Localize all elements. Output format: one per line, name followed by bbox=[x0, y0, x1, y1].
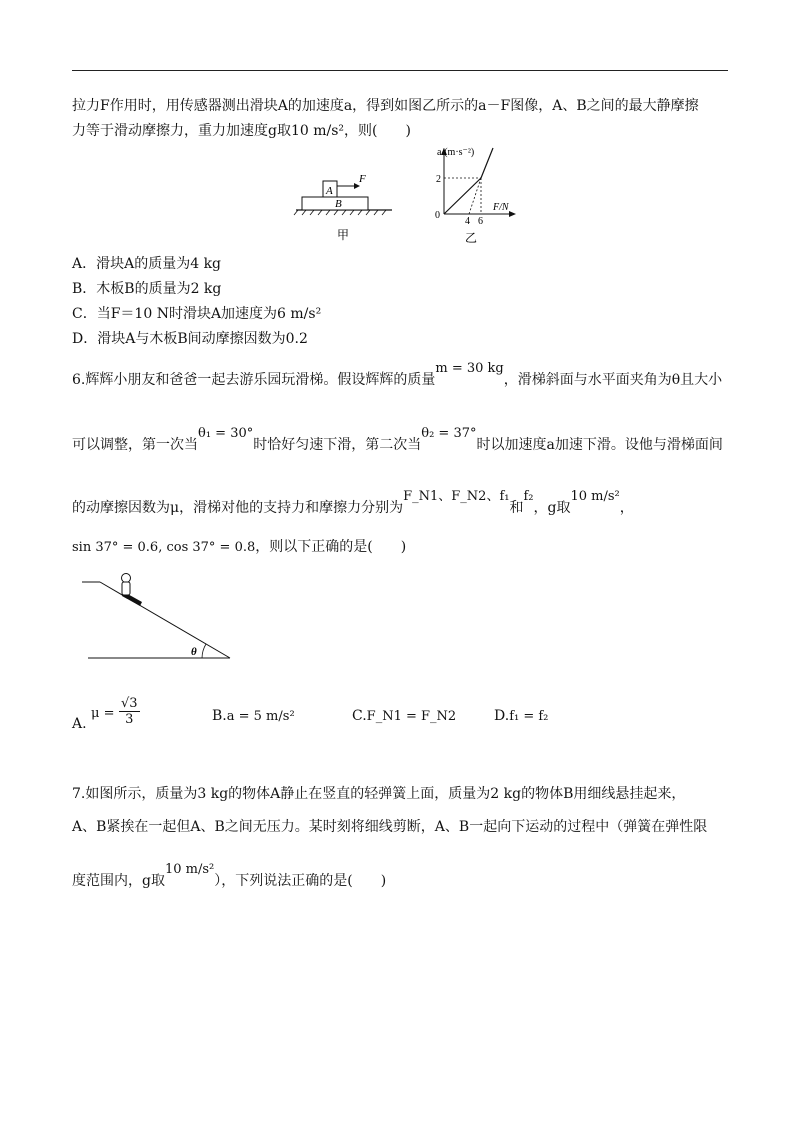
q6-text-1b: ，滑梯斜面与水平面夹角为θ且大小 bbox=[503, 372, 723, 388]
q6-text-2c: 时以加速度a加速下滑。设他与滑梯面间 bbox=[476, 437, 723, 453]
q6-paragraph-line2 bbox=[72, 426, 723, 455]
q6-option-d-label: D. bbox=[494, 708, 510, 724]
q6-option-c-formula: F_N1 = F_N2 bbox=[366, 709, 457, 724]
q6-mass-formula: m = 30 kg bbox=[435, 361, 504, 376]
fig-yi-tick-y2: 2 bbox=[436, 174, 441, 185]
q6-text-3end: ， bbox=[619, 500, 634, 516]
header-rule bbox=[72, 70, 728, 71]
q5-option-a: A．滑块A的质量为4 kg bbox=[72, 256, 222, 272]
q6-option-a-mu: μ = bbox=[91, 705, 115, 721]
q5-option-d: D．滑块A与木板B间动摩擦因数为0.2 bbox=[72, 331, 308, 347]
q6-option-a bbox=[72, 696, 140, 735]
q6-f2-formula: f₂ bbox=[523, 489, 534, 504]
fig-yi-xlabel: F/N bbox=[493, 202, 509, 213]
q6-text-3and: 和 bbox=[509, 500, 524, 516]
q7-text-3b: ），下列说法正确的是( ) bbox=[214, 873, 387, 889]
q6-text-3a: 的动摩擦因数为μ，滑梯对他的支持力和摩擦力分别为 bbox=[72, 500, 404, 516]
q5-option-c: C．当F＝10 N时滑块A加速度为6 m/s² bbox=[72, 306, 322, 322]
q7-paragraph-line3 bbox=[72, 862, 387, 891]
q5-option-b: B．木板B的质量为2 kg bbox=[72, 281, 222, 297]
figure-yi bbox=[432, 142, 522, 252]
fig-jia-label-f: F bbox=[359, 173, 366, 185]
q7-text-line1: 7.如图所示，质量为3 kg的物体A静止在竖直的轻弹簧上面，质量为2 kg的物体B用细线悬挂起来， bbox=[72, 786, 686, 802]
q6-forces-formula: F_N1、F_N2、f₁ bbox=[403, 489, 510, 504]
q6-paragraph-line3 bbox=[72, 489, 634, 518]
q6-option-d-formula: f₁ = f₂ bbox=[509, 709, 549, 724]
fig-yi-ylabel: a/(m·s⁻²) bbox=[437, 147, 475, 158]
q7-text-3a: 度范围内，g取 bbox=[72, 873, 165, 889]
q6-text-4b: ，则以下正确的是( ) bbox=[255, 539, 407, 555]
q6-theta1-formula: θ₁ = 30° bbox=[198, 426, 254, 441]
q6-option-d bbox=[494, 708, 548, 724]
q6-theta2-formula: θ₂ = 37° bbox=[421, 426, 477, 441]
q6-text-3g: ，g取 bbox=[533, 500, 571, 516]
fig-jia-label-b: B bbox=[335, 198, 342, 210]
fig-jia-label-a: A bbox=[326, 185, 333, 197]
fig-yi-tick-x4: 4 bbox=[465, 216, 470, 227]
q6-text-2a: 可以调整，第一次当 bbox=[72, 437, 198, 453]
q6-g-value: 10 m/s² bbox=[570, 489, 620, 504]
fig-yi-tick-x6: 6 bbox=[478, 216, 483, 227]
fig-jia-caption: 甲 bbox=[337, 228, 350, 242]
q5-text-line2: 力等于滑动摩擦力，重力加速度g取10 m/s²，则( ) bbox=[72, 123, 411, 139]
q6-text-2b: 时恰好匀速下滑，第二次当 bbox=[253, 437, 422, 453]
q6-trig-formula: sin 37° = 0.6, cos 37° = 0.8 bbox=[72, 540, 256, 555]
q7-text-line2: A、B紧挨在一起但A、B之间无压力。某时刻将细线剪断，A、B一起向下运动的过程中（弹簧在弹性限 bbox=[72, 819, 708, 835]
q6-paragraph-line1 bbox=[72, 361, 723, 390]
figure-jia bbox=[288, 168, 398, 248]
q6-option-b-formula: a = 5 m/s² bbox=[226, 709, 295, 724]
q6-paragraph-line4 bbox=[72, 538, 406, 557]
slide-angle-label: θ bbox=[191, 646, 197, 658]
q6-option-c-label: C. bbox=[352, 708, 367, 724]
q7-g-value: 10 m/s² bbox=[164, 862, 215, 877]
fig-yi-origin: 0 bbox=[435, 210, 440, 221]
q6-option-a-label: A. bbox=[72, 715, 87, 732]
q6-option-a-numerator: √3 bbox=[120, 696, 138, 711]
q6-option-c bbox=[352, 708, 456, 724]
figure-slide bbox=[80, 566, 240, 666]
q6-option-b-label: B. bbox=[212, 708, 227, 724]
q6-option-a-fraction bbox=[119, 696, 140, 727]
q6-text-1a: 6.辉辉小朋友和爸爸一起去游乐园玩滑梯。假设辉辉的质量 bbox=[72, 372, 436, 388]
q5-text-line1: 拉力F作用时，用传感器测出滑块A的加速度a，得到如图乙所示的a－F图像，A、B之间的最大静摩擦 bbox=[72, 98, 699, 114]
fig-yi-caption: 乙 bbox=[465, 231, 478, 245]
q6-option-a-denominator: 3 bbox=[125, 712, 134, 727]
q6-option-b bbox=[212, 708, 295, 724]
